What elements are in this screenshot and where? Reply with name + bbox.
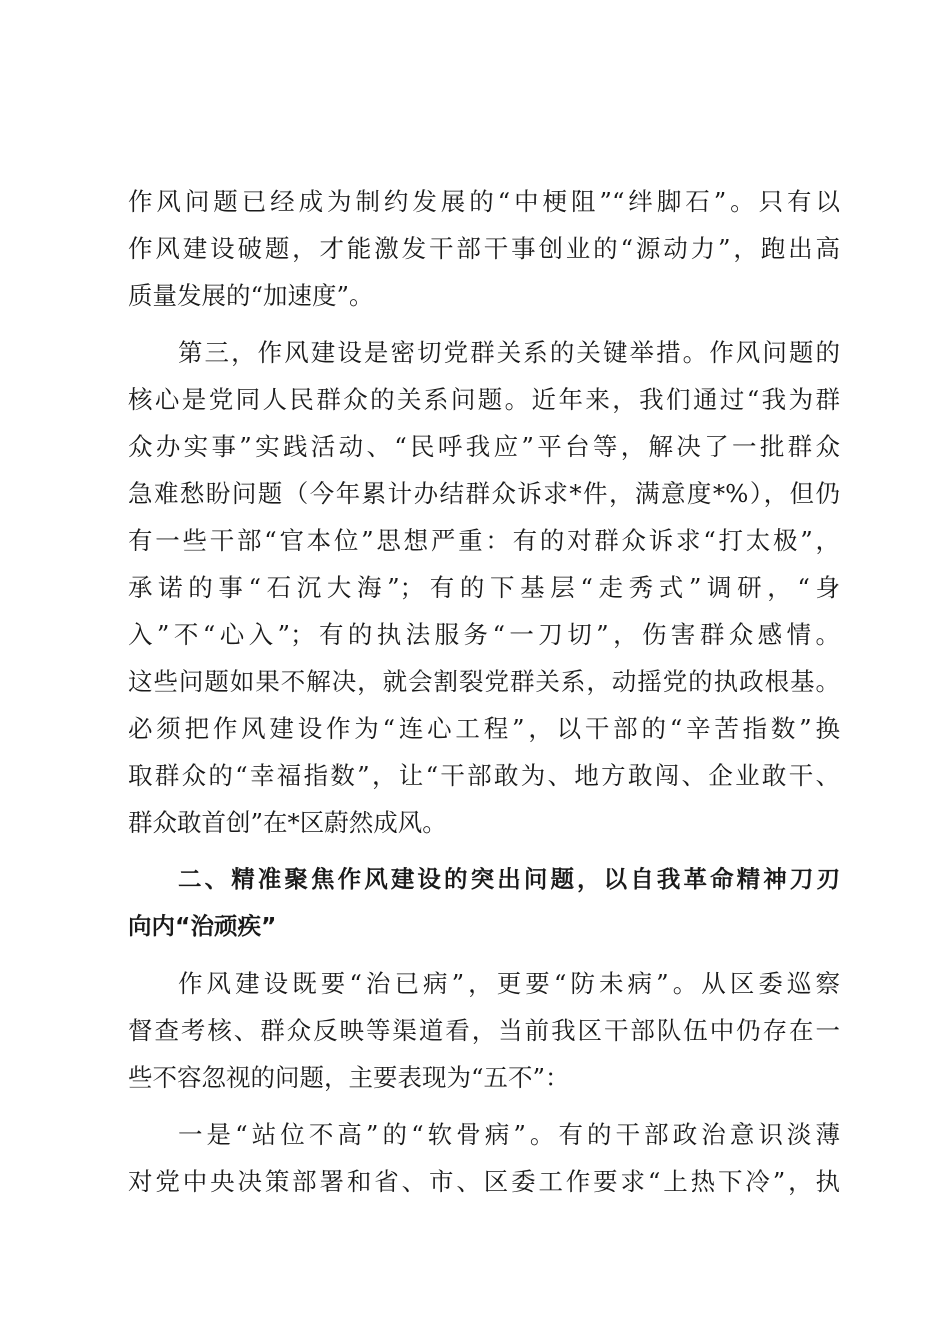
heading-line: 二、精准聚焦作风建设的突出问题，以自我革命精神刀刃 <box>178 865 840 893</box>
text-line: 作风问题已经成为制约发展的“中梗阻”“绊脚石”。只有以 <box>128 187 840 216</box>
text-line: 入”不“心入”；有的执法服务“一刀切”，伤害群众感情。 <box>128 620 840 649</box>
paragraph-3 <box>128 960 840 1101</box>
document-body <box>128 178 840 1205</box>
text-line: 作风建设破题，才能激发干部干事创业的“源动力”，跑出高 <box>128 234 840 263</box>
text-line: 质量发展的“加速度”。 <box>128 281 374 310</box>
text-line: 对党中央决策部署和省、市、区委工作要求“上热下冷”，执 <box>128 1167 840 1196</box>
paragraph-2 <box>128 329 840 846</box>
text-line: 承诺的事“石沉大海”；有的下基层“走秀式”调研，“身 <box>128 573 840 602</box>
text-line: 必须把作风建设作为“连心工程”，以干部的“辛苦指数”换 <box>128 714 840 743</box>
text-line: 些不容忽视的问题，主要表现为“五不”： <box>128 1063 570 1092</box>
paragraph-1 <box>128 178 840 319</box>
section-heading <box>128 856 840 950</box>
text-line: 群众敢首创”在*区蔚然成风。 <box>128 808 447 837</box>
text-line: 众办实事”实践活动、“民呼我应”平台等，解决了一批群众 <box>128 432 840 461</box>
text-line: 督查考核、群众反映等渠道看，当前我区干部队伍中仍存在一 <box>128 1016 840 1045</box>
paragraph-4 <box>128 1111 840 1205</box>
text-line: 取群众的“幸福指数”，让“干部敢为、地方敢闯、企业敢干、 <box>128 761 840 790</box>
text-line: 核心是党同人民群众的关系问题。近年来，我们通过“我为群 <box>128 385 840 414</box>
text-line: 作风建设既要“治已病”，更要“防未病”。从区委巡察 <box>178 969 840 998</box>
text-line: 这些问题如果不解决，就会割裂党群关系，动摇党的执政根基。 <box>128 667 840 696</box>
text-line: 有一些干部“官本位”思想严重：有的对群众诉求“打太极”， <box>128 526 840 555</box>
text-line: 一是“站位不高”的“软骨病”。有的干部政治意识淡薄 <box>178 1120 840 1149</box>
text-line: 急难愁盼问题（今年累计办结群众诉求*件，满意度*%），但仍 <box>128 479 840 508</box>
text-line: 第三，作风建设是密切党群关系的关键举措。作风问题的 <box>178 338 840 367</box>
heading-line: 向内“治顽疾” <box>128 912 277 940</box>
